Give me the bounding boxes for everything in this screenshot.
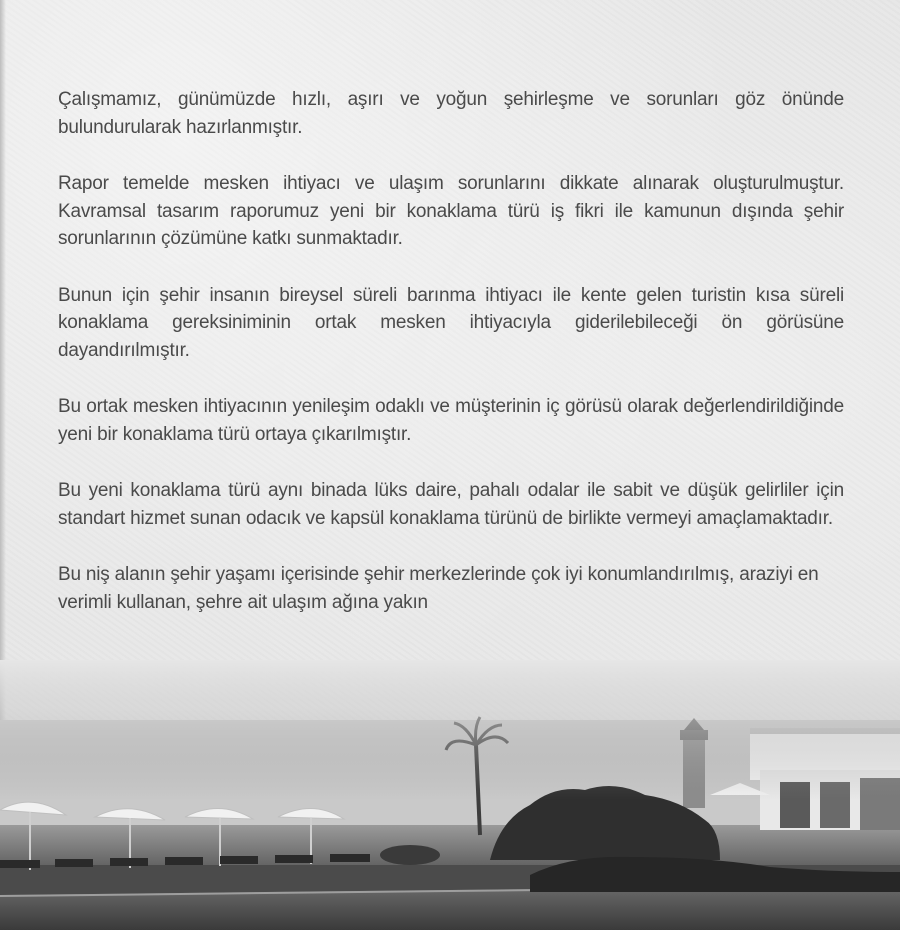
resort-pool-photo bbox=[0, 660, 900, 930]
paragraph-6: Bu niş alanın şehir yaşamı içerisinde şehir merkezlerinde çok iyi konumlandırılmış, araziyi en verimli kullanan, şehre ait ulaşım ağına yakın bbox=[58, 564, 819, 613]
paragraph-4: Bu ortak mesken ihtiyacının yenileşim odaklı ve müşterinin iç görüsü olarak değerlendirildiğinde yeni bir konaklama türü ortaya çıkarılmıştır. bbox=[58, 396, 844, 445]
paragraph-2: Rapor temelde mesken ihtiyacı ve ulaşım sorunlarını dikkate alınarak oluşturulmuştur. Kavramsal tasarım raporumuz yeni bir konaklama türü iş fikri ile kamunun dışında şehir sorunlarının çözümüne katkı sunmaktadır. bbox=[58, 173, 844, 249]
paragraph-1: Çalışmamız, günümüzde hızlı, aşırı ve yoğun şehirleşme ve sorunları göz önünde bulundurularak hazırlanmıştır. bbox=[58, 89, 844, 138]
paragraph-3: Bunun için şehir insanın bireysel süreli barınma ihtiyacı ile kente gelen turistin kısa süreli konaklama gereksiniminin ortak mesken ihtiyacıyla giderilebileceği ön görüsüne dayandırılmıştır. bbox=[58, 284, 844, 361]
body-text bbox=[58, 86, 844, 645]
paragraph-5: Bu yeni konaklama türü aynı binada lüks daire, pahalı odalar ile sabit ve düşük gelirliler için standart hizmet sunan odacık ve kapsül konaklama türünü de birlikte vermeyi amaçlamaktadır. bbox=[58, 480, 844, 529]
